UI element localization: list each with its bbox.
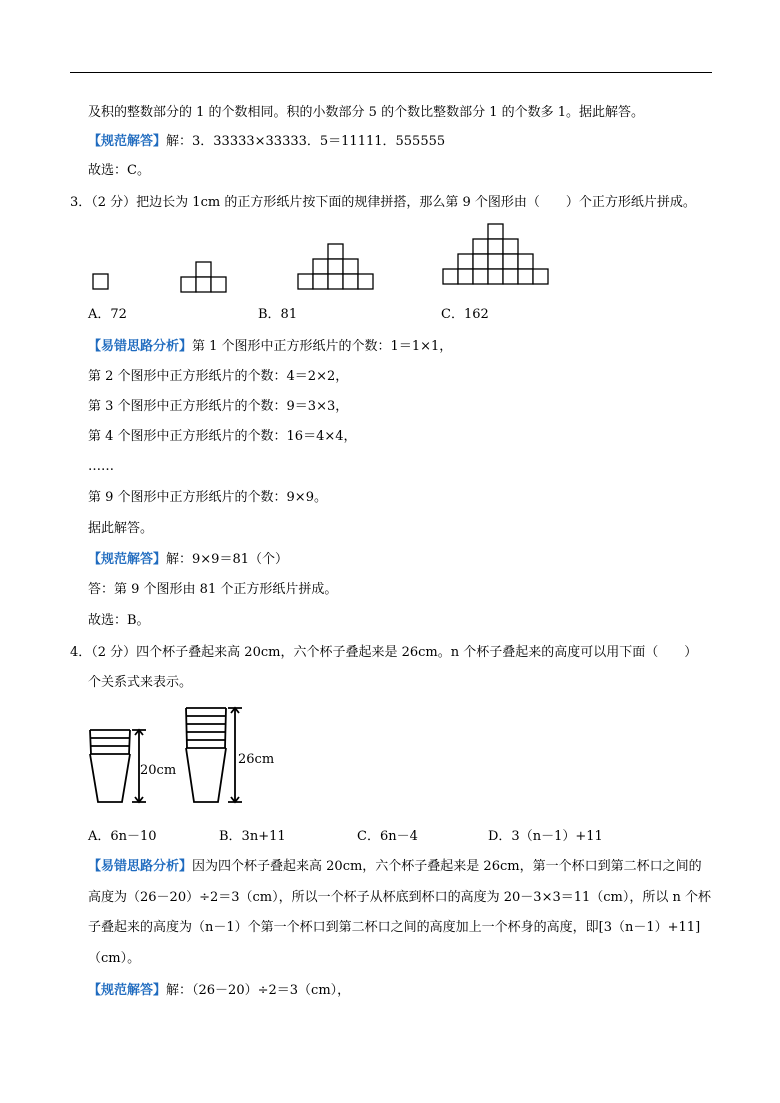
figure-3 xyxy=(298,244,373,289)
choice-b: B．81 xyxy=(258,307,298,322)
text-line: 第 9 个图形中正方形纸片的个数：9×9。 xyxy=(88,490,327,505)
choice-a: A．72 xyxy=(88,307,127,322)
solution-tag: 【规范解答】 xyxy=(88,983,167,998)
solution-tag: 【规范解答】 xyxy=(88,552,167,567)
text-line: 据此解答。 xyxy=(88,521,154,536)
text-line: 子叠起来的高度为（n－1）个第一个杯口到第二杯口之间的高度加上一个杯身的高度，即[3（n－1）+11] xyxy=(88,920,701,935)
figure-1-square xyxy=(93,274,108,289)
analysis-line xyxy=(88,338,452,356)
text-line: 高度为（26－20）÷2＝3（cm），所以一个杯子从杯底到杯口的高度为 20－3×3＝11（cm），所以 n 个杯 xyxy=(88,890,712,905)
text-line: 及积的整数部分的 1 的个数相同。积的小数部分 5 的个数比整数部分 1 的个数多 1。据此解答。 xyxy=(88,105,645,120)
analysis-tag: 【易错思路分析】 xyxy=(88,339,193,354)
text-line: 第 3 个图形中正方形纸片的个数：9＝3×3， xyxy=(88,399,349,414)
text-line: 第 2 个图形中正方形纸片的个数：4＝2×2， xyxy=(88,369,349,384)
solution-line xyxy=(88,982,350,1000)
question-4-stem: 4．（2 分）四个杯子叠起来高 20cm，六个杯子叠起来是 26cm。n 个杯子叠起来的高度可以用下面（ ） xyxy=(70,645,698,660)
choice-c: C．162 xyxy=(441,307,489,322)
text-line: （cm）。 xyxy=(88,951,141,966)
text-line: …… xyxy=(88,459,114,474)
analysis-line xyxy=(88,858,702,876)
text-line: 第 4 个图形中正方形纸片的个数：16＝4×4， xyxy=(88,429,357,444)
answer-line: 故选：B。 xyxy=(88,613,150,628)
analysis-text: 第 1 个图形中正方形纸片的个数：1＝1×1， xyxy=(192,339,453,354)
solution-text: 解：9×9＝81（个） xyxy=(166,552,288,567)
analysis-text: 因为四个杯子叠起来高 20cm，六个杯子叠起来是 26cm，第一个杯口到第二杯口之间的 xyxy=(192,859,702,874)
solution-line xyxy=(88,551,288,569)
analysis-tag: 【易错思路分析】 xyxy=(88,859,193,874)
cup-label-20cm: 20cm xyxy=(140,763,177,778)
figure-4 xyxy=(443,224,548,284)
solution-line xyxy=(88,133,445,151)
answer-line: 故选：C。 xyxy=(88,163,150,178)
solution-text: 解：（26－20）÷2＝3（cm）， xyxy=(166,983,351,998)
question-4-stem-2: 个关系式来表示。 xyxy=(88,675,193,690)
choice-c: C．6n－4 xyxy=(357,829,418,844)
square-pattern-figures xyxy=(90,220,560,296)
choice-b: B．3n+11 xyxy=(219,829,286,844)
solution-tag: 【规范解答】 xyxy=(88,134,167,149)
cup-label-26cm: 26cm xyxy=(238,752,275,767)
text-line: 答：第 9 个图形由 81 个正方形纸片拼成。 xyxy=(88,582,338,597)
figure-2 xyxy=(181,262,226,292)
choice-a: A．6n－10 xyxy=(88,829,157,844)
question-3-stem: 3．（2 分）把边长为 1cm 的正方形纸片按下面的规律拼搭，那么第 9 个图形由（ ）个正方形纸片拼成。 xyxy=(70,195,696,210)
choice-d: D．3（n－1）+11 xyxy=(488,829,603,844)
header-rule xyxy=(70,72,712,73)
solution-text: 解：3．33333×33333．5＝11111．555555 xyxy=(166,134,446,149)
